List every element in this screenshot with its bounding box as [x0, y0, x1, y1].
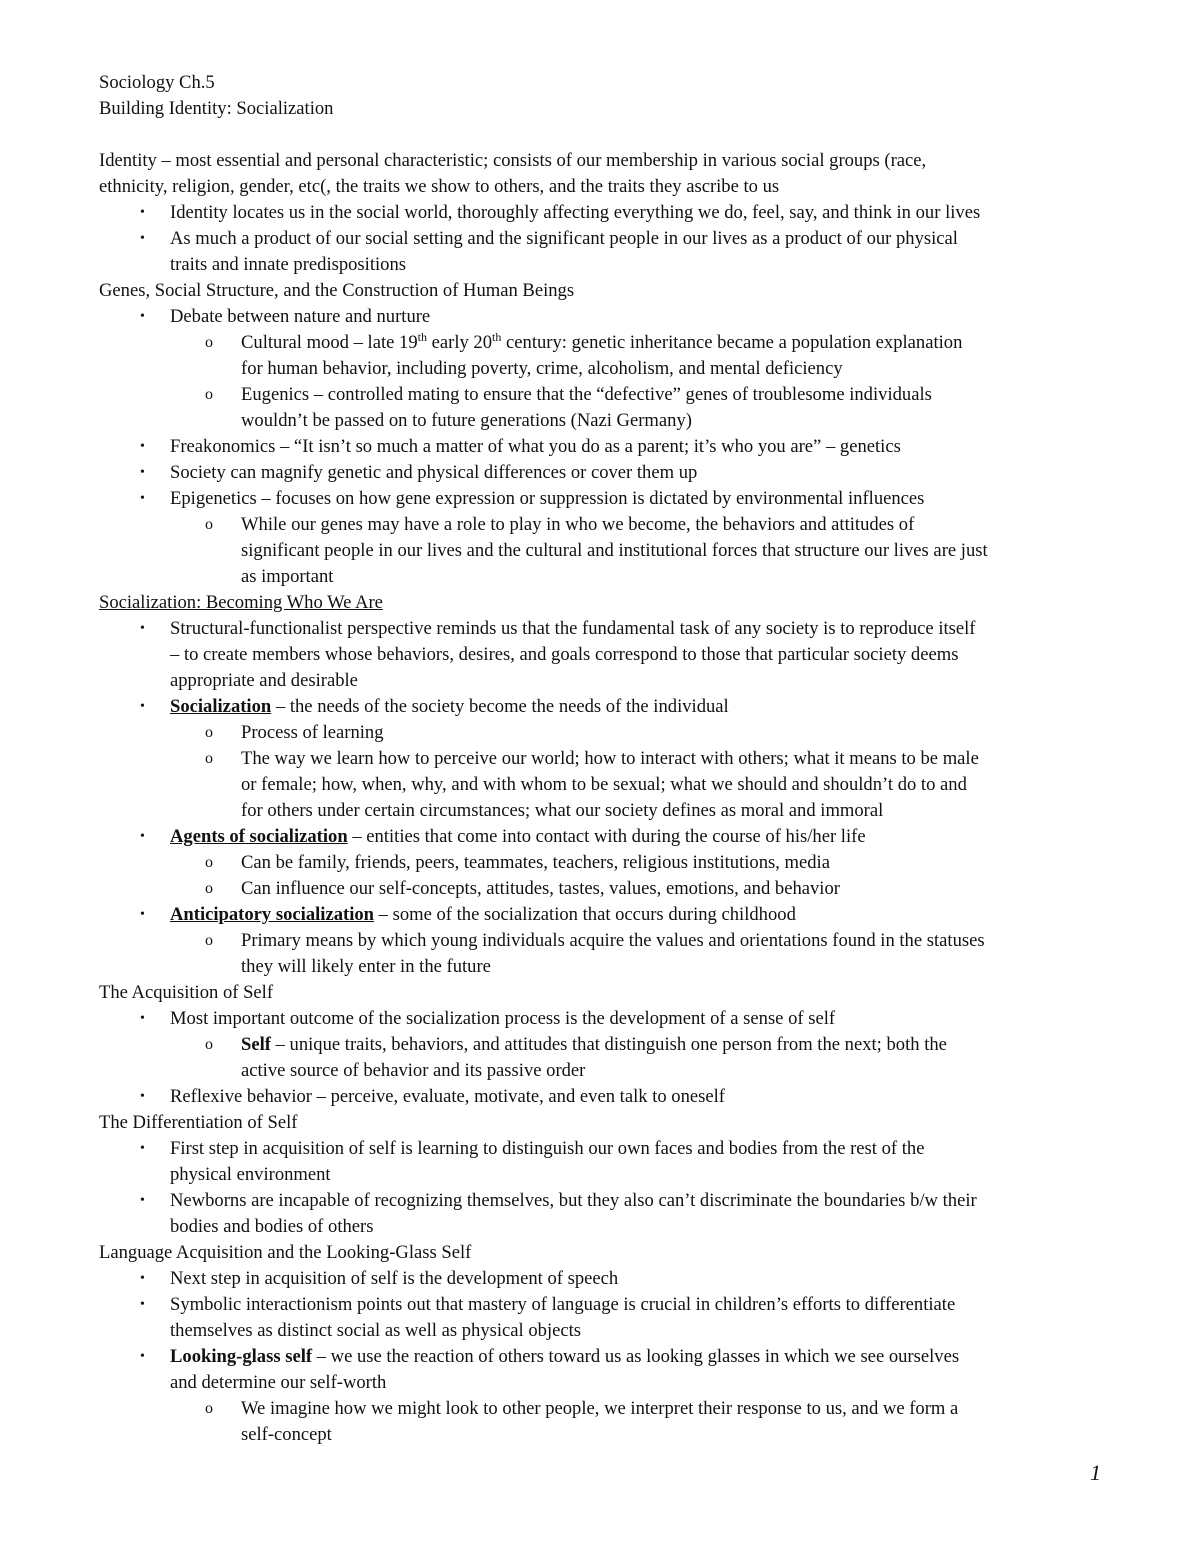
bullet-text [170, 1344, 1109, 1370]
sub-bullet-marker: o [205, 854, 213, 871]
bullet-text: Debate between nature and nurture [170, 306, 431, 327]
section-heading-acquisition: The Acquisition of Self [99, 982, 274, 1003]
bullet-item [99, 304, 1109, 330]
sub-bullet-text: We imagine how we might look to other people, we interpret their response to us, and we form a [241, 1398, 959, 1419]
sub-bullet-marker: o [205, 334, 213, 351]
sub-bullet-marker: o [205, 1036, 213, 1053]
bullet-item [99, 1266, 1109, 1292]
bullet-item [99, 200, 1109, 226]
bullet-marker: • [140, 491, 145, 506]
bullet-text: Most important outcome of the socialization process is the development of a sense of self [170, 1008, 836, 1029]
sub-bullet-text: Can influence our self-concepts, attitudes, tastes, values, emotions, and behavior [241, 878, 840, 899]
text-run: early 20 [426, 332, 493, 353]
bullet-text: and determine our self-worth [170, 1372, 387, 1393]
sub-bullet-item [99, 330, 1109, 382]
sub-bullet-text [241, 330, 1109, 356]
bullet-text: Identity locates us in the social world, thoroughly affecting everything we do, feel, say, and think in our lives [170, 202, 981, 223]
bullet-item [99, 1006, 1109, 1032]
sub-bullet-text: active source of behavior and its passive order [241, 1060, 586, 1081]
bullet-item [99, 1344, 1109, 1396]
bullet-item [99, 1136, 1109, 1188]
definition-text: – we use the reaction of others toward us as looking glasses in which we see ourselves [312, 1346, 960, 1367]
text-run: Cultural mood – late 19 [241, 332, 418, 353]
bullet-marker: • [140, 231, 145, 246]
sub-bullet-text: or female; how, when, why, and with whom to be sexual; what we should and shouldn’t do to and [241, 774, 967, 795]
bullet-item [99, 616, 1109, 694]
identity-definition: Identity – most essential and personal characteristic; consists of our membership in various social groups (race, [99, 150, 927, 171]
superscript: th [492, 329, 502, 344]
bullet-item [99, 694, 1109, 720]
sub-bullet-text: as important [241, 566, 334, 587]
sub-bullet-text: for human behavior, including poverty, crime, alcoholism, and mental deficiency [241, 358, 843, 379]
definition-text: – the needs of the society become the needs of the individual [271, 696, 729, 717]
bullet-marker: • [140, 439, 145, 454]
definition-text: – entities that come into contact with during the course of his/her life [347, 826, 866, 847]
sub-bullet-item [99, 746, 1109, 824]
bullet-marker: • [140, 1349, 145, 1364]
bullet-marker: • [140, 1089, 145, 1104]
sub-bullet-marker: o [205, 386, 213, 403]
bullet-item [99, 226, 1109, 278]
sub-bullet-item [99, 876, 1109, 902]
bullet-item [99, 1188, 1109, 1240]
bullet-marker: • [140, 1297, 145, 1312]
bullet-marker: • [140, 465, 145, 480]
term-looking-glass-self: Looking-glass self [170, 1346, 313, 1367]
bullet-item [99, 1292, 1109, 1344]
bullet-text: Symbolic interactionism points out that mastery of language is crucial in children’s efforts to differentiate [170, 1294, 956, 1315]
sub-bullet-text: they will likely enter in the future [241, 956, 491, 977]
sub-bullet-text: wouldn’t be passed on to future generations (Nazi Germany) [241, 410, 692, 431]
definition-text: – unique traits, behaviors, and attitudes that distinguish one person from the next; both the [270, 1034, 947, 1055]
bullet-text: As much a product of our social setting and the significant people in our lives as a product of our physical [170, 228, 958, 249]
bullet-text: Epigenetics – focuses on how gene expression or suppression is dictated by environmental influences [170, 488, 925, 509]
section-heading-language: Language Acquisition and the Looking-Glass Self [99, 1242, 472, 1263]
sub-bullet-marker: o [205, 724, 213, 741]
sub-bullet-marker: o [205, 1400, 213, 1417]
bullet-marker: • [140, 1193, 145, 1208]
bullet-text [170, 902, 1109, 928]
bullet-item [99, 434, 1109, 460]
bullet-text [170, 694, 1109, 720]
sub-bullet-marker: o [205, 932, 213, 949]
bullet-text: physical environment [170, 1164, 331, 1185]
bullet-item [99, 460, 1109, 486]
sub-bullet-item [99, 382, 1109, 434]
sub-bullet-marker: o [205, 516, 213, 533]
sub-bullet-text: significant people in our lives and the cultural and institutional forces that structure our lives are just [241, 540, 988, 561]
term-agents-of-socialization: Agents of socialization [170, 826, 348, 847]
sub-bullet-text: self-concept [241, 1424, 332, 1445]
bullet-text: Next step in acquisition of self is the development of speech [170, 1268, 619, 1289]
document-title: Sociology Ch.5 [99, 72, 215, 93]
sub-bullet-item [99, 720, 1109, 746]
bullet-text: Reflexive behavior – perceive, evaluate, motivate, and even talk to oneself [170, 1086, 725, 1107]
sub-bullet-text: Can be family, friends, peers, teammates, teachers, religious institutions, media [241, 852, 830, 873]
spacer [99, 122, 1109, 148]
bullet-item [99, 824, 1109, 850]
bullet-text: – to create members whose behaviors, desires, and goals correspond to those that particular society deems [170, 644, 959, 665]
document-page [99, 70, 1109, 1448]
sub-bullet-text: Eugenics – controlled mating to ensure that the “defective” genes of troublesome individuals [241, 384, 932, 405]
bullet-marker: • [140, 829, 145, 844]
bullet-marker: • [140, 1141, 145, 1156]
bullet-text: Society can magnify genetic and physical differences or cover them up [170, 462, 698, 483]
bullet-text: Freakonomics – “It isn’t so much a matter of what you do as a parent; it’s who you are” – genetics [170, 436, 901, 457]
sub-bullet-item [99, 850, 1109, 876]
section-heading-socialization: Socialization: Becoming Who We Are [99, 592, 383, 613]
bullet-marker: • [140, 205, 145, 220]
sub-bullet-text: Primary means by which young individuals acquire the values and orientations found in the statuses [241, 930, 985, 951]
bullet-marker: • [140, 907, 145, 922]
document-subtitle: Building Identity: Socialization [99, 98, 334, 119]
page-number: 1 [1090, 1460, 1101, 1485]
superscript: th [417, 329, 427, 344]
sub-bullet-text [241, 1032, 1109, 1058]
bullet-text: First step in acquisition of self is learning to distinguish our own faces and bodies from the rest of the [170, 1138, 925, 1159]
bullet-item [99, 1084, 1109, 1110]
bullet-item [99, 902, 1109, 928]
definition-text: – some of the socialization that occurs during childhood [374, 904, 796, 925]
section-heading-differentiation: The Differentiation of Self [99, 1112, 298, 1133]
bullet-text: appropriate and desirable [170, 670, 358, 691]
sub-bullet-item [99, 928, 1109, 980]
bullet-text: traits and innate predispositions [170, 254, 406, 275]
text-run: century: genetic inheritance became a population explanation [501, 332, 963, 353]
bullet-text: Structural-functionalist perspective reminds us that the fundamental task of any society is to reproduce itself [170, 618, 976, 639]
sub-bullet-marker: o [205, 880, 213, 897]
sub-bullet-item [99, 1032, 1109, 1084]
bullet-text [170, 824, 1109, 850]
section-heading-genes: Genes, Social Structure, and the Construction of Human Beings [99, 280, 575, 301]
identity-definition-cont: ethnicity, religion, gender, etc(, the traits we show to others, and the traits they ascribe to us [99, 176, 780, 197]
bullet-text: Newborns are incapable of recognizing themselves, but they also can’t discriminate the boundaries b/w their [170, 1190, 977, 1211]
bullet-marker: • [140, 699, 145, 714]
term-self: Self [241, 1034, 271, 1055]
sub-bullet-text: Process of learning [241, 722, 384, 743]
bullet-marker: • [140, 621, 145, 636]
sub-bullet-item [99, 1396, 1109, 1448]
bullet-marker: • [140, 1271, 145, 1286]
sub-bullet-marker: o [205, 750, 213, 767]
bullet-item [99, 486, 1109, 512]
term-socialization: Socialization [170, 696, 272, 717]
sub-bullet-text: While our genes may have a role to play in who we become, the behaviors and attitudes of [241, 514, 915, 535]
bullet-marker: • [140, 309, 145, 324]
sub-bullet-text: The way we learn how to perceive our world; how to interact with others; what it means to be male [241, 748, 979, 769]
sub-bullet-text: for others under certain circumstances; what our society defines as moral and immoral [241, 800, 884, 821]
term-anticipatory-socialization: Anticipatory socialization [170, 904, 374, 925]
bullet-marker: • [140, 1011, 145, 1026]
bullet-text: themselves as distinct social as well as physical objects [170, 1320, 582, 1341]
bullet-text: bodies and bodies of others [170, 1216, 374, 1237]
sub-bullet-item [99, 512, 1109, 590]
